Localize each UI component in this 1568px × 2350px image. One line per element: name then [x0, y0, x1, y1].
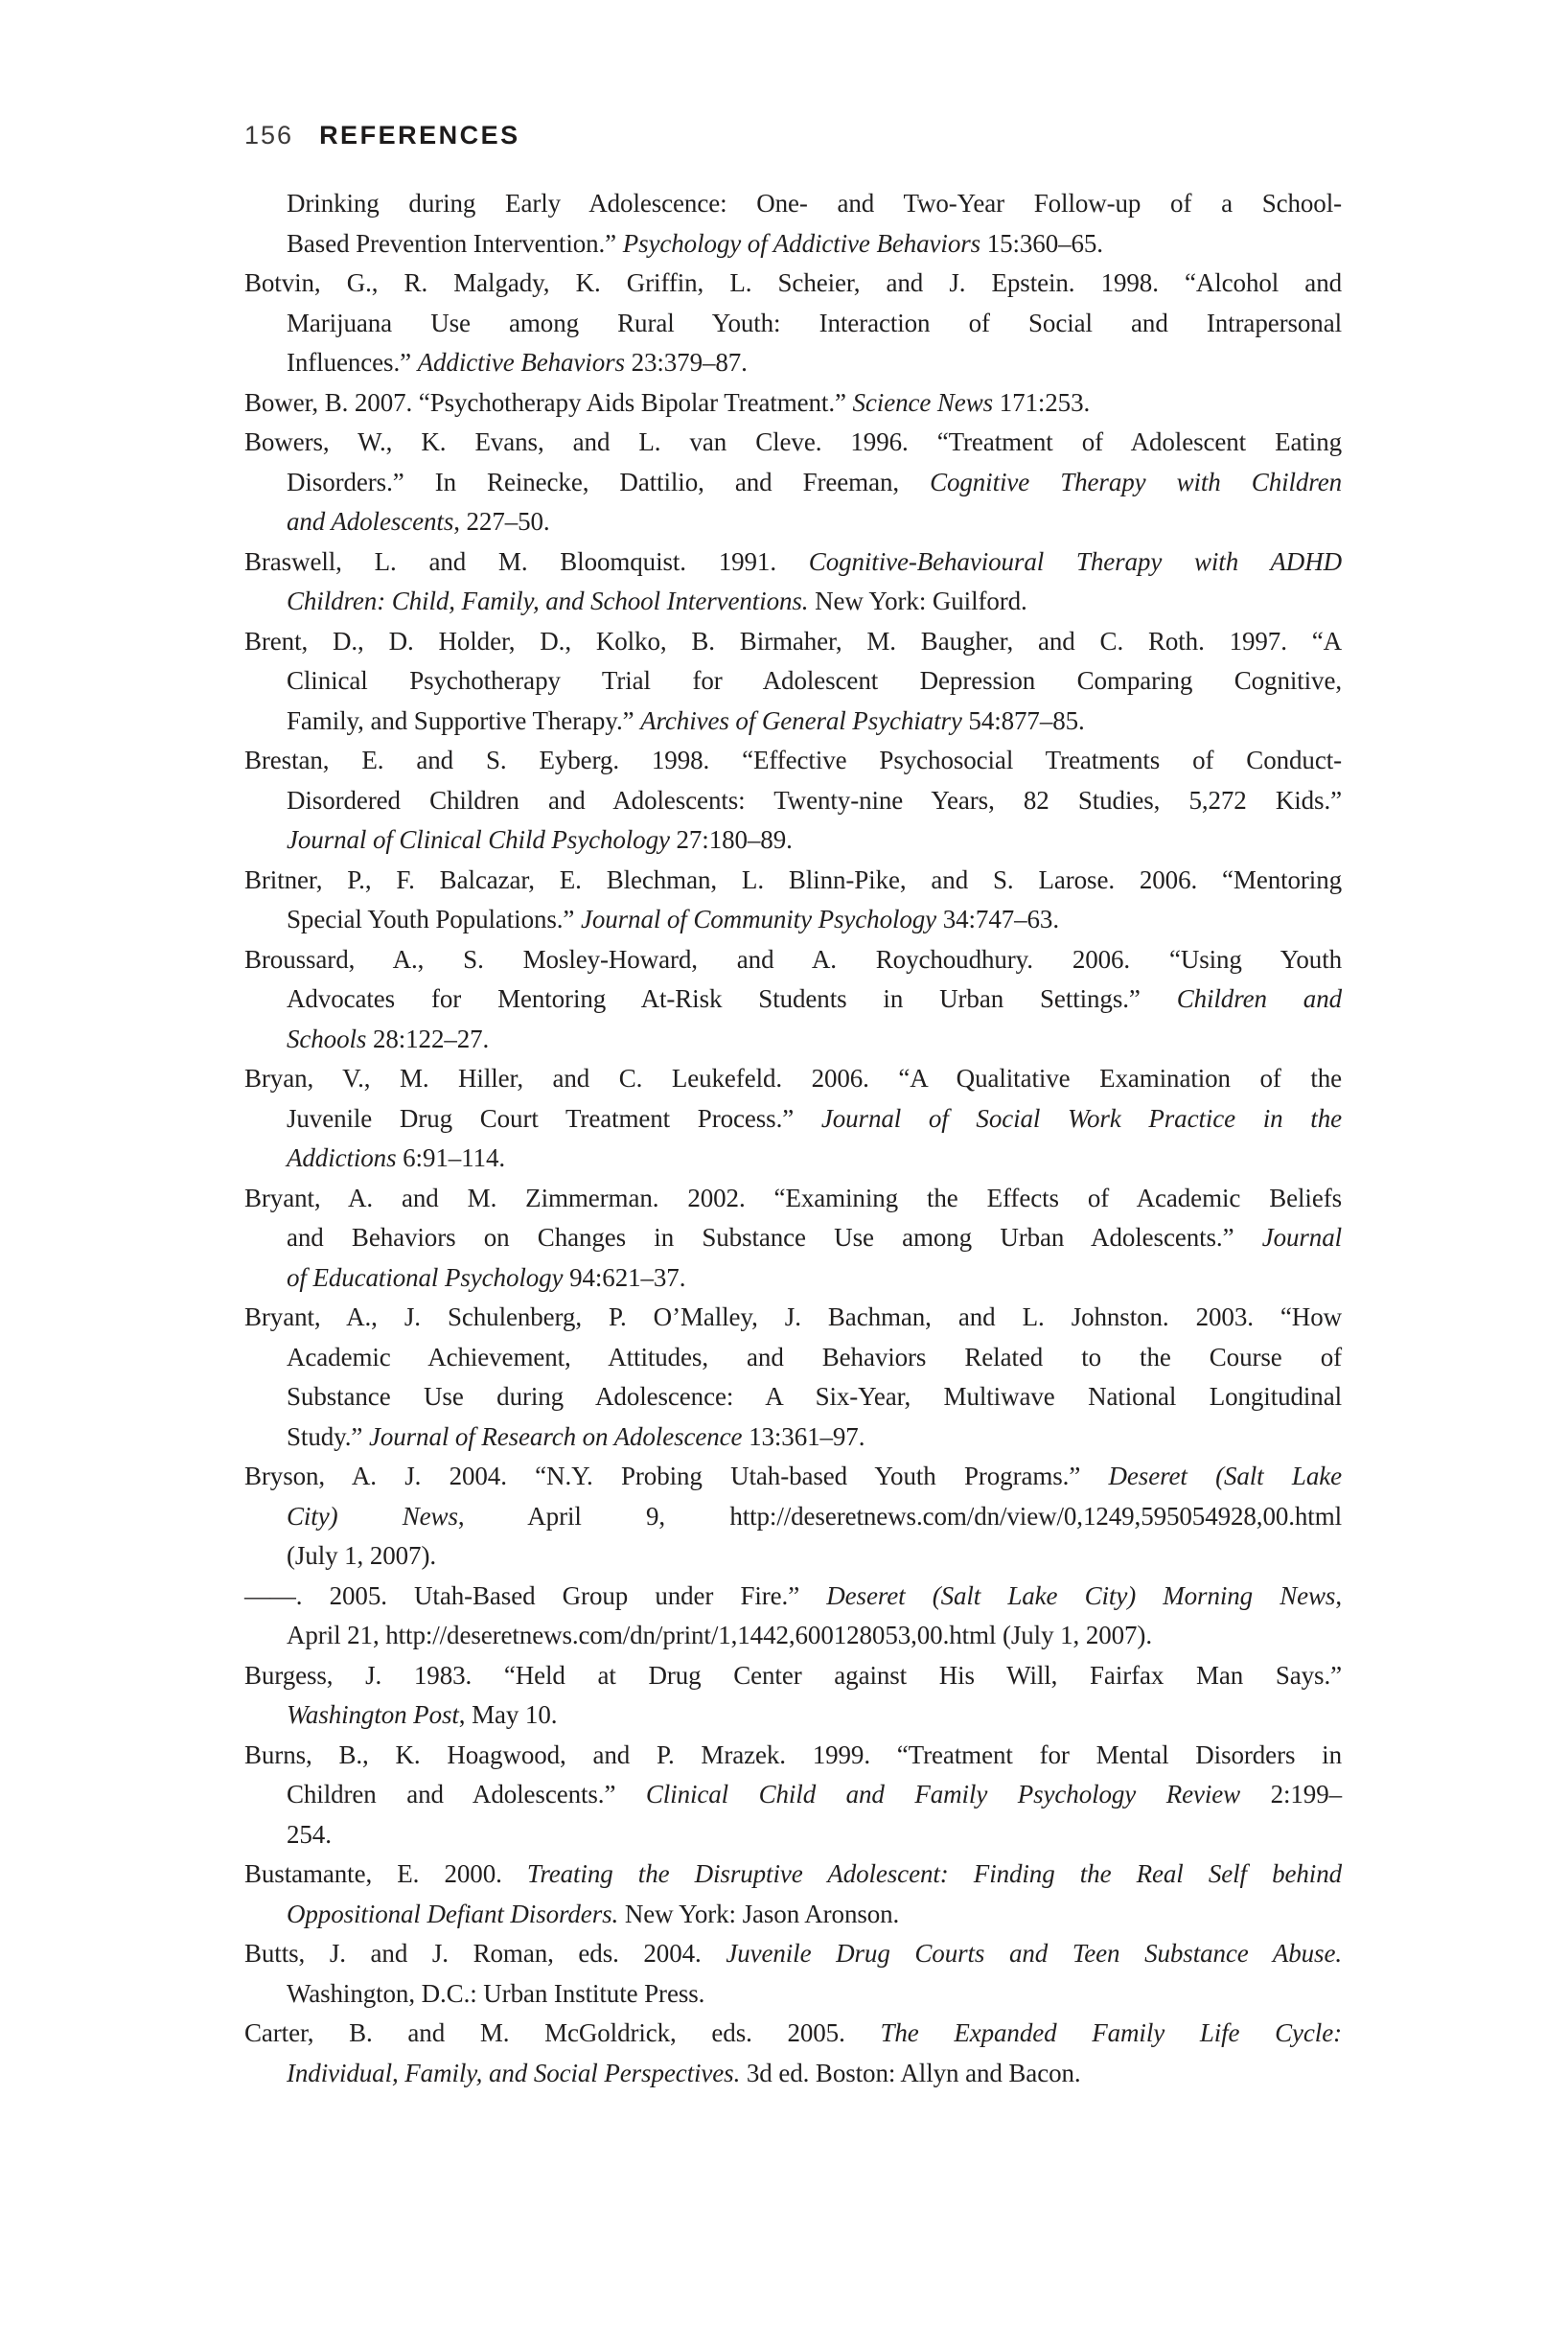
- reference-line: [244, 1577, 1342, 1617]
- italic-text-run: Children and: [1176, 984, 1343, 1013]
- italic-text-run: Journal of Social Work Practice in the: [820, 1103, 1342, 1133]
- reference-line: [244, 702, 1342, 742]
- text-run: Butts, J. and J. Roman, eds. 2004.: [244, 1939, 726, 1968]
- italic-text-run: Journal of Research on Adolescence: [368, 1421, 743, 1451]
- text-run: Bustamante, E. 2000.: [244, 1859, 527, 1888]
- reference-line: [244, 900, 1342, 940]
- text-run: Advocates for Mentoring At-Risk Students in Urban Settings.”: [287, 984, 1177, 1013]
- text-run: Braswell, L. and M. Bloomquist. 1991.: [244, 546, 809, 576]
- text-run: 6:91–114.: [396, 1143, 505, 1172]
- italic-text-run: Archives of General Psychiatry: [640, 705, 962, 735]
- reference-line: [244, 1497, 1342, 1537]
- italic-text-run: Journal of Clinical Child Psychology: [287, 825, 670, 854]
- text-run: Bryan, V., M. Hiller, and C. Leukefeld. 2006. “A Qualitative Examination of the: [244, 1064, 1342, 1093]
- reference-entry: [244, 1457, 1342, 1577]
- reference-entry: [244, 383, 1342, 424]
- text-run: , 227–50.: [453, 507, 550, 536]
- text-run: Family, and Supportive Therapy.”: [287, 705, 641, 735]
- reference-entry: [244, 423, 1342, 542]
- text-run: Disorders.” In Reinecke, Dattilio, and Freeman,: [287, 467, 931, 496]
- reference-line: [244, 423, 1342, 463]
- reference-line: [244, 2014, 1342, 2054]
- italic-text-run: Individual, Family, and Social Perspectives.: [287, 2058, 741, 2087]
- text-run: 2:199–: [1240, 1780, 1343, 1809]
- italic-text-run: City) News: [287, 1501, 458, 1531]
- text-run: Substance Use during Adolescence: A Six-Year, Multiwave National Longitudinal: [287, 1382, 1342, 1411]
- reference-line: [244, 1258, 1342, 1299]
- italic-text-run: Children: Child, Family, and School Interventions.: [287, 587, 809, 615]
- text-run: 254.: [287, 1819, 332, 1849]
- reference-line: [244, 1934, 1342, 1974]
- reference-line: [244, 1695, 1342, 1736]
- italic-text-run: Juvenile Drug Courts and Teen Substance Abuse.: [726, 1939, 1342, 1968]
- reference-line: [244, 1417, 1342, 1458]
- reference-line: [244, 1059, 1342, 1099]
- italic-text-run: Treating the Disruptive Adolescent: Finding the Real Self behind: [526, 1859, 1342, 1888]
- text-run: 94:621–37.: [563, 1262, 686, 1292]
- reference-line: [244, 1218, 1342, 1258]
- italic-text-run: Science News: [852, 387, 994, 417]
- reference-line: [244, 463, 1342, 503]
- reference-line: [244, 582, 1342, 622]
- references-list: [244, 184, 1342, 2093]
- text-run: Clinical Psychotherapy Trial for Adolescent Depression Comparing Cognitive,: [287, 666, 1342, 695]
- reference-line: [244, 184, 1342, 224]
- reference-line: [244, 622, 1342, 662]
- text-run: Bower, B. 2007. “Psychotherapy Aids Bipolar Treatment.”: [244, 387, 853, 417]
- reference-entry: [244, 1656, 1342, 1736]
- reference-entry: [244, 2014, 1342, 2093]
- italic-text-run: and Adolescents: [287, 507, 454, 536]
- text-run: Burns, B., K. Hoagwood, and P. Mrazek. 1999. “Treatment for Mental Disorders in: [244, 1739, 1342, 1769]
- reference-line: [244, 820, 1342, 861]
- text-run: 3d ed. Boston: Allyn and Bacon.: [740, 2058, 1081, 2087]
- text-run: Study.”: [287, 1421, 369, 1451]
- italic-text-run: The Expanded Family Life Cycle:: [880, 2018, 1342, 2047]
- reference-entry: [244, 622, 1342, 742]
- page-number: 156: [244, 121, 294, 150]
- reference-line: [244, 979, 1342, 1020]
- text-run: Bryant, A., J. Schulenberg, P. O’Malley, J. Bachman, and L. Johnston. 2003. “How: [244, 1302, 1342, 1331]
- reference-entry: [244, 1179, 1342, 1299]
- text-run: Marijuana Use among Rural Youth: Interaction of Social and Intrapersonal: [287, 308, 1342, 337]
- reference-entry: [244, 741, 1342, 861]
- italic-text-run: of Educational Psychology: [287, 1262, 564, 1292]
- text-run: Based Prevention Intervention.”: [287, 228, 623, 258]
- reference-line: [244, 1855, 1342, 1895]
- text-run: Broussard, A., S. Mosley-Howard, and A. Roychoudhury. 2006. “Using Youth: [244, 944, 1342, 974]
- reference-entry: [244, 1855, 1342, 1934]
- reference-line: [244, 264, 1342, 304]
- text-run: Special Youth Populations.”: [287, 905, 581, 933]
- text-run: 34:747–63.: [936, 905, 1059, 933]
- text-run: Bowers, W., K. Evans, and L. van Cleve. 1996. “Treatment of Adolescent Eating: [244, 427, 1342, 456]
- text-run: Disordered Children and Adolescents: Twenty-nine Years, 82 Studies, 5,272 Kids.”: [287, 785, 1342, 815]
- text-run: Botvin, G., R. Malgady, K. Griffin, L. Scheier, and J. Epstein. 1998. “Alcohol and: [244, 268, 1342, 297]
- italic-text-run: Clinical Child and Family Psychology Review: [645, 1780, 1241, 1809]
- reference-entry: [244, 184, 1342, 264]
- text-run: 23:379–87.: [624, 348, 748, 377]
- text-run: Britner, P., F. Balcazar, E. Blechman, L. Blinn-Pike, and S. Larose. 2006. “Mentoring: [244, 864, 1342, 894]
- text-run: (July 1, 2007).: [287, 1541, 436, 1570]
- text-run: Brent, D., D. Holder, D., Kolko, B. Birmaher, M. Baugher, and C. Roth. 1997. “A: [244, 626, 1342, 656]
- reference-line: [244, 1139, 1342, 1179]
- italic-text-run: Addictions: [287, 1143, 397, 1172]
- reference-line: [244, 1338, 1342, 1378]
- text-run: Influences.”: [287, 348, 418, 377]
- text-run: Carter, B. and M. McGoldrick, eds. 2005.: [244, 2018, 881, 2047]
- text-run: Brestan, E. and S. Eyberg. 1998. “Effective Psychosocial Treatments of Conduct-: [244, 746, 1342, 774]
- italic-text-run: Cognitive Therapy with Children: [930, 467, 1342, 496]
- text-run: 15:360–65.: [980, 228, 1103, 258]
- text-run: 171:253.: [993, 387, 1091, 417]
- text-run: New York: Guilford.: [808, 587, 1027, 615]
- italic-text-run: Journal: [1261, 1223, 1342, 1252]
- running-head: REFERENCES: [319, 121, 520, 150]
- text-run: Bryant, A. and M. Zimmerman. 2002. “Examining the Effects of Academic Beliefs: [244, 1183, 1342, 1212]
- reference-line: [244, 1815, 1342, 1855]
- reference-entry: [244, 542, 1342, 622]
- reference-entry: [244, 1059, 1342, 1179]
- text-run: Washington, D.C.: Urban Institute Press.: [287, 1978, 705, 2008]
- reference-line: [244, 1099, 1342, 1140]
- reference-line: [244, 2054, 1342, 2094]
- reference-line: [244, 542, 1342, 583]
- text-run: 28:122–27.: [366, 1024, 490, 1053]
- reference-line: [244, 661, 1342, 702]
- text-run: Burgess, J. 1983. “Held at Drug Center against His Will, Fairfax Man Says.”: [244, 1660, 1342, 1690]
- text-run: Bryson, A. J. 2004. “N.Y. Probing Utah-based Youth Programs.”: [244, 1462, 1109, 1490]
- reference-line: [244, 1616, 1342, 1656]
- reference-line: [244, 1536, 1342, 1577]
- text-run: Drinking during Early Adolescence: One- and Two-Year Follow-up of a School-: [287, 189, 1342, 218]
- reference-line: [244, 741, 1342, 781]
- reference-line: [244, 343, 1342, 383]
- page-header: [244, 121, 520, 150]
- reference-line: [244, 1974, 1342, 2015]
- text-run: Children and Adolescents.”: [287, 1780, 646, 1809]
- reference-line: [244, 224, 1342, 265]
- italic-text-run: Oppositional Defiant Disorders.: [287, 1899, 619, 1928]
- italic-text-run: Journal of Community Psychology: [580, 905, 937, 933]
- reference-line: [244, 1656, 1342, 1696]
- italic-text-run: Schools: [287, 1024, 367, 1053]
- text-run: 54:877–85.: [961, 705, 1085, 735]
- reference-entry: [244, 940, 1342, 1060]
- text-run: , May 10.: [458, 1700, 558, 1729]
- italic-text-run: Cognitive-Behavioural Therapy with ADHD: [808, 546, 1342, 576]
- reference-line: [244, 1377, 1342, 1417]
- reference-entry: [244, 1736, 1342, 1855]
- reference-entry: [244, 1934, 1342, 2014]
- italic-text-run: Deseret (Salt Lake: [1108, 1462, 1342, 1490]
- reference-line: [244, 1179, 1342, 1219]
- reference-line: [244, 861, 1342, 901]
- text-run: , April 9, http://deseretnews.com/dn/view/0,1249,595054928,00.html: [457, 1501, 1342, 1531]
- italic-text-run: Addictive Behaviors: [417, 348, 625, 377]
- reference-line: [244, 502, 1342, 542]
- italic-text-run: Washington Post: [287, 1700, 459, 1729]
- text-run: 27:180–89.: [669, 825, 793, 854]
- reference-line: [244, 383, 1342, 424]
- reference-line: [244, 304, 1342, 344]
- reference-line: [244, 940, 1342, 980]
- text-run: Juvenile Drug Court Treatment Process.”: [287, 1103, 821, 1133]
- text-run: Academic Achievement, Attitudes, and Behaviors Related to the Course of: [287, 1342, 1342, 1371]
- text-run: April 21, http://deseretnews.com/dn/print/1,1442,600128053,00.html (July 1, 2007).: [287, 1621, 1152, 1649]
- text-run: ,: [1335, 1580, 1342, 1610]
- italic-text-run: Psychology of Addictive Behaviors: [622, 228, 981, 258]
- reference-entry: [244, 264, 1342, 383]
- reference-entry: [244, 1577, 1342, 1656]
- text-run: 13:361–97.: [742, 1421, 865, 1451]
- reference-entry: [244, 861, 1342, 940]
- reference-line: [244, 1457, 1342, 1497]
- reference-entry: [244, 1298, 1342, 1457]
- reference-line: [244, 1736, 1342, 1776]
- text-run: ——. 2005. Utah-Based Group under Fire.”: [244, 1580, 827, 1610]
- reference-line: [244, 1895, 1342, 1935]
- reference-line: [244, 1020, 1342, 1060]
- reference-line: [244, 1298, 1342, 1338]
- italic-text-run: Deseret (Salt Lake City) Morning News: [826, 1580, 1336, 1610]
- reference-line: [244, 781, 1342, 821]
- text-run: New York: Jason Aronson.: [618, 1899, 900, 1928]
- text-run: and Behaviors on Changes in Substance Use among Urban Adolescents.”: [287, 1223, 1262, 1252]
- reference-line: [244, 1775, 1342, 1815]
